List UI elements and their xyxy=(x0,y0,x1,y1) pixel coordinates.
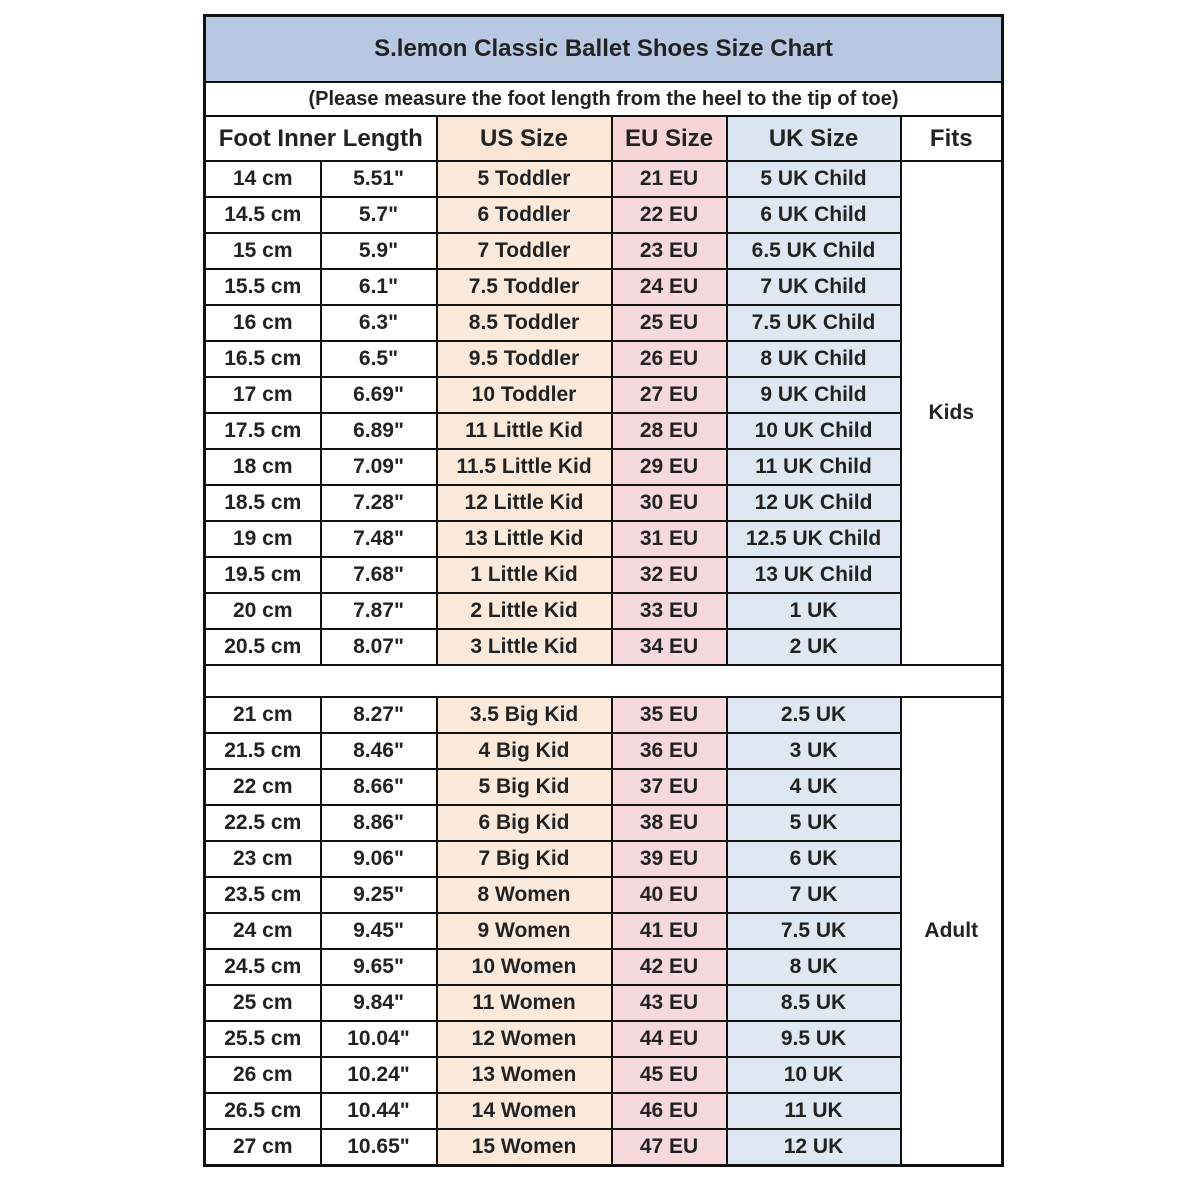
cell-foot-inch: 7.87" xyxy=(321,593,437,629)
table-row xyxy=(205,697,1003,733)
cell-eu-size: 31 EU xyxy=(612,521,727,557)
header-uk-size: UK Size xyxy=(727,116,901,161)
cell-foot-cm: 17.5 cm xyxy=(205,413,321,449)
cell-us-size: 7 Toddler xyxy=(437,233,612,269)
table-row xyxy=(205,1129,1003,1166)
table-row xyxy=(205,1021,1003,1057)
fits-category: Adult xyxy=(901,697,1003,1166)
cell-foot-cm: 23.5 cm xyxy=(205,877,321,913)
measure-note: (Please measure the foot length from the heel to the tip of toe) xyxy=(205,82,1003,116)
cell-eu-size: 30 EU xyxy=(612,485,727,521)
cell-foot-inch: 6.89" xyxy=(321,413,437,449)
cell-foot-inch: 9.45" xyxy=(321,913,437,949)
cell-uk-size: 6 UK Child xyxy=(727,197,901,233)
cell-uk-size: 10 UK Child xyxy=(727,413,901,449)
group-separator xyxy=(205,665,1003,697)
cell-foot-inch: 8.27" xyxy=(321,697,437,733)
table-row xyxy=(205,877,1003,913)
cell-us-size: 5 Big Kid xyxy=(437,769,612,805)
cell-foot-inch: 6.3" xyxy=(321,305,437,341)
table-row xyxy=(205,733,1003,769)
table-row xyxy=(205,557,1003,593)
cell-foot-cm: 22 cm xyxy=(205,769,321,805)
cell-us-size: 8 Women xyxy=(437,877,612,913)
header-row xyxy=(205,116,1003,161)
cell-foot-cm: 19 cm xyxy=(205,521,321,557)
table-row xyxy=(205,233,1003,269)
cell-eu-size: 32 EU xyxy=(612,557,727,593)
cell-us-size: 13 Little Kid xyxy=(437,521,612,557)
cell-foot-cm: 23 cm xyxy=(205,841,321,877)
header-us-size: US Size xyxy=(437,116,612,161)
table-row xyxy=(205,197,1003,233)
cell-eu-size: 45 EU xyxy=(612,1057,727,1093)
cell-us-size: 7 Big Kid xyxy=(437,841,612,877)
cell-foot-cm: 17 cm xyxy=(205,377,321,413)
cell-uk-size: 6.5 UK Child xyxy=(727,233,901,269)
cell-eu-size: 35 EU xyxy=(612,697,727,733)
cell-foot-cm: 19.5 cm xyxy=(205,557,321,593)
cell-us-size: 9.5 Toddler xyxy=(437,341,612,377)
cell-eu-size: 38 EU xyxy=(612,805,727,841)
table-row xyxy=(205,377,1003,413)
cell-us-size: 6 Big Kid xyxy=(437,805,612,841)
cell-uk-size: 5 UK Child xyxy=(727,161,901,197)
table-row xyxy=(205,841,1003,877)
chart-title: S.lemon Classic Ballet Shoes Size Chart xyxy=(205,16,1003,83)
cell-foot-cm: 15.5 cm xyxy=(205,269,321,305)
table-row xyxy=(205,269,1003,305)
cell-foot-cm: 26 cm xyxy=(205,1057,321,1093)
cell-eu-size: 27 EU xyxy=(612,377,727,413)
cell-foot-cm: 21.5 cm xyxy=(205,733,321,769)
cell-us-size: 3.5 Big Kid xyxy=(437,697,612,733)
cell-us-size: 1 Little Kid xyxy=(437,557,612,593)
table-row xyxy=(205,629,1003,665)
cell-uk-size: 10 UK xyxy=(727,1057,901,1093)
cell-foot-inch: 7.68" xyxy=(321,557,437,593)
table-row xyxy=(205,805,1003,841)
cell-foot-inch: 10.44" xyxy=(321,1093,437,1129)
cell-eu-size: 21 EU xyxy=(612,161,727,197)
table-row xyxy=(205,1093,1003,1129)
cell-foot-inch: 5.9" xyxy=(321,233,437,269)
cell-uk-size: 9 UK Child xyxy=(727,377,901,413)
cell-eu-size: 24 EU xyxy=(612,269,727,305)
cell-foot-cm: 14.5 cm xyxy=(205,197,321,233)
cell-us-size: 2 Little Kid xyxy=(437,593,612,629)
cell-us-size: 6 Toddler xyxy=(437,197,612,233)
cell-us-size: 8.5 Toddler xyxy=(437,305,612,341)
cell-uk-size: 7 UK Child xyxy=(727,269,901,305)
cell-uk-size: 7.5 UK xyxy=(727,913,901,949)
header-foot-length: Foot Inner Length xyxy=(205,116,437,161)
header-eu-size: EU Size xyxy=(612,116,727,161)
cell-foot-cm: 18.5 cm xyxy=(205,485,321,521)
cell-foot-inch: 6.69" xyxy=(321,377,437,413)
cell-foot-inch: 7.48" xyxy=(321,521,437,557)
table-row xyxy=(205,521,1003,557)
cell-foot-inch: 9.84" xyxy=(321,985,437,1021)
cell-foot-cm: 22.5 cm xyxy=(205,805,321,841)
cell-foot-cm: 20 cm xyxy=(205,593,321,629)
cell-uk-size: 5 UK xyxy=(727,805,901,841)
cell-eu-size: 29 EU xyxy=(612,449,727,485)
table-row xyxy=(205,449,1003,485)
cell-eu-size: 46 EU xyxy=(612,1093,727,1129)
table-row xyxy=(205,341,1003,377)
cell-eu-size: 33 EU xyxy=(612,593,727,629)
cell-foot-inch: 6.1" xyxy=(321,269,437,305)
cell-eu-size: 47 EU xyxy=(612,1129,727,1166)
cell-uk-size: 9.5 UK xyxy=(727,1021,901,1057)
cell-uk-size: 8 UK Child xyxy=(727,341,901,377)
cell-eu-size: 26 EU xyxy=(612,341,727,377)
cell-us-size: 11 Little Kid xyxy=(437,413,612,449)
cell-us-size: 7.5 Toddler xyxy=(437,269,612,305)
cell-foot-inch: 8.66" xyxy=(321,769,437,805)
cell-us-size: 11 Women xyxy=(437,985,612,1021)
cell-eu-size: 22 EU xyxy=(612,197,727,233)
table-row xyxy=(205,161,1003,197)
cell-foot-inch: 7.09" xyxy=(321,449,437,485)
cell-eu-size: 41 EU xyxy=(612,913,727,949)
cell-eu-size: 44 EU xyxy=(612,1021,727,1057)
table-row xyxy=(205,593,1003,629)
table-row xyxy=(205,305,1003,341)
cell-eu-size: 34 EU xyxy=(612,629,727,665)
group-separator-row xyxy=(205,665,1003,697)
table-row xyxy=(205,485,1003,521)
cell-foot-cm: 26.5 cm xyxy=(205,1093,321,1129)
cell-uk-size: 2.5 UK xyxy=(727,697,901,733)
cell-foot-inch: 9.25" xyxy=(321,877,437,913)
cell-us-size: 15 Women xyxy=(437,1129,612,1166)
cell-foot-cm: 25.5 cm xyxy=(205,1021,321,1057)
cell-foot-inch: 9.06" xyxy=(321,841,437,877)
table-row xyxy=(205,913,1003,949)
cell-uk-size: 8.5 UK xyxy=(727,985,901,1021)
cell-uk-size: 3 UK xyxy=(727,733,901,769)
cell-foot-inch: 10.24" xyxy=(321,1057,437,1093)
cell-foot-inch: 8.86" xyxy=(321,805,437,841)
table-row xyxy=(205,769,1003,805)
cell-foot-inch: 5.7" xyxy=(321,197,437,233)
cell-uk-size: 1 UK xyxy=(727,593,901,629)
cell-foot-inch: 5.51" xyxy=(321,161,437,197)
cell-foot-cm: 21 cm xyxy=(205,697,321,733)
cell-uk-size: 12.5 UK Child xyxy=(727,521,901,557)
cell-uk-size: 11 UK Child xyxy=(727,449,901,485)
cell-us-size: 10 Toddler xyxy=(437,377,612,413)
cell-foot-cm: 24.5 cm xyxy=(205,949,321,985)
cell-us-size: 5 Toddler xyxy=(437,161,612,197)
cell-uk-size: 6 UK xyxy=(727,841,901,877)
cell-foot-inch: 10.04" xyxy=(321,1021,437,1057)
cell-eu-size: 42 EU xyxy=(612,949,727,985)
cell-us-size: 14 Women xyxy=(437,1093,612,1129)
cell-us-size: 12 Women xyxy=(437,1021,612,1057)
cell-foot-cm: 15 cm xyxy=(205,233,321,269)
cell-foot-inch: 9.65" xyxy=(321,949,437,985)
cell-uk-size: 12 UK Child xyxy=(727,485,901,521)
cell-foot-cm: 14 cm xyxy=(205,161,321,197)
cell-foot-cm: 20.5 cm xyxy=(205,629,321,665)
cell-foot-inch: 6.5" xyxy=(321,341,437,377)
cell-us-size: 3 Little Kid xyxy=(437,629,612,665)
cell-foot-cm: 16.5 cm xyxy=(205,341,321,377)
cell-eu-size: 39 EU xyxy=(612,841,727,877)
cell-uk-size: 7.5 UK Child xyxy=(727,305,901,341)
cell-eu-size: 28 EU xyxy=(612,413,727,449)
table-row xyxy=(205,949,1003,985)
cell-foot-cm: 25 cm xyxy=(205,985,321,1021)
table-row xyxy=(205,1057,1003,1093)
cell-foot-cm: 18 cm xyxy=(205,449,321,485)
cell-foot-cm: 24 cm xyxy=(205,913,321,949)
cell-uk-size: 11 UK xyxy=(727,1093,901,1129)
cell-us-size: 13 Women xyxy=(437,1057,612,1093)
cell-eu-size: 37 EU xyxy=(612,769,727,805)
size-chart-table xyxy=(203,14,1004,1167)
cell-us-size: 9 Women xyxy=(437,913,612,949)
cell-eu-size: 25 EU xyxy=(612,305,727,341)
cell-eu-size: 23 EU xyxy=(612,233,727,269)
cell-uk-size: 8 UK xyxy=(727,949,901,985)
cell-us-size: 10 Women xyxy=(437,949,612,985)
cell-us-size: 12 Little Kid xyxy=(437,485,612,521)
cell-us-size: 4 Big Kid xyxy=(437,733,612,769)
cell-foot-cm: 27 cm xyxy=(205,1129,321,1166)
cell-uk-size: 4 UK xyxy=(727,769,901,805)
cell-foot-inch: 8.46" xyxy=(321,733,437,769)
title-row xyxy=(205,16,1003,83)
cell-uk-size: 2 UK xyxy=(727,629,901,665)
table-row xyxy=(205,985,1003,1021)
note-row xyxy=(205,82,1003,116)
cell-uk-size: 13 UK Child xyxy=(727,557,901,593)
cell-foot-inch: 10.65" xyxy=(321,1129,437,1166)
cell-foot-cm: 16 cm xyxy=(205,305,321,341)
table-row xyxy=(205,413,1003,449)
cell-foot-inch: 8.07" xyxy=(321,629,437,665)
cell-foot-inch: 7.28" xyxy=(321,485,437,521)
cell-us-size: 11.5 Little Kid xyxy=(437,449,612,485)
cell-eu-size: 40 EU xyxy=(612,877,727,913)
cell-eu-size: 43 EU xyxy=(612,985,727,1021)
cell-uk-size: 12 UK xyxy=(727,1129,901,1166)
fits-category: Kids xyxy=(901,161,1003,665)
cell-uk-size: 7 UK xyxy=(727,877,901,913)
cell-eu-size: 36 EU xyxy=(612,733,727,769)
header-fits: Fits xyxy=(901,116,1003,161)
